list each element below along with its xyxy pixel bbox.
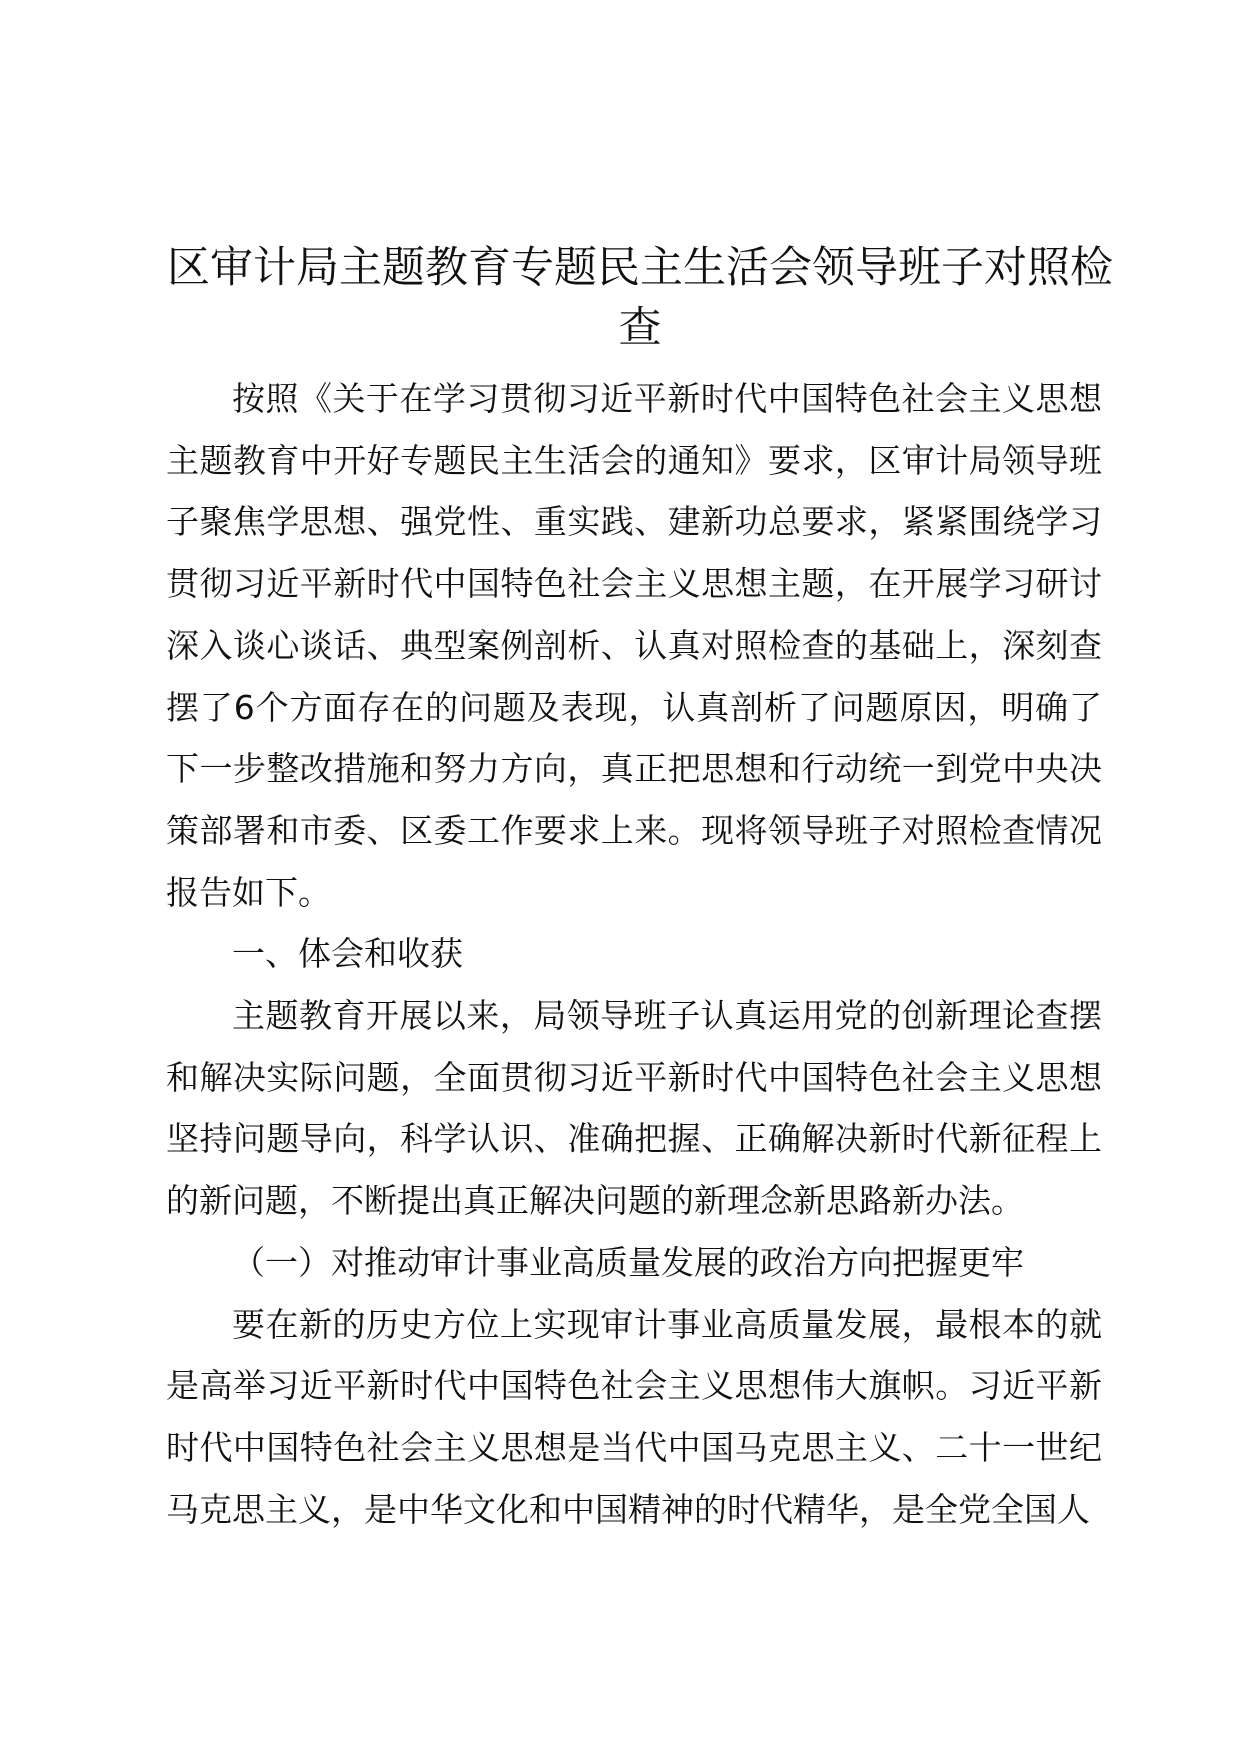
section-heading-1: 一、体会和收获 — [232, 934, 463, 974]
section-1-paragraph: 主题教育开展以来，局领导班子认真运用党的创新理论查摆和解决实际问题，全面贯彻习近平新时代中国特色社会主义思想坚持问题导向，科学认识、准确把握、正确解决新时代新征程上的新问题，不断提出真正解决问题的新理念新思路新办法。 — [166, 996, 1102, 1221]
document-body — [166, 368, 1102, 1540]
document-title: 区审计局主题教育专题民主生活会领导班子对照检查 — [167, 243, 1113, 353]
subsection-1-paragraph: 要在新的历史方位上实现审计事业高质量发展，最根本的就是高举习近平新时代中国特色社会主义思想伟大旗帜。习近平新时代中国特色社会主义思想是当代中国马克思主义、二十一世纪马克思主义，是中华文化和中国精神的时代精华，是全党全国人 — [166, 1304, 1102, 1529]
intro-paragraph: 按照《关于在学习贯彻习近平新时代中国特色社会主义思想主题教育中开好专题民主生活会的通知》要求，区审计局领导班子聚焦学思想、强党性、重实践、建新功总要求，紧紧围绕学习贯彻习近平新时代中国特色社会主义思想主题，在开展学习研讨深入谈心谈话、典型案例剖析、认真对照检查的基础上，深刻查摆了6个方面存在的问题及表现，认真剖析了问题原因，明确了下一步整改措施和努力方向，真正把思想和行动统一到党中央决策部署和市委、区委工作要求上来。现将领导班子对照检查情况报告如下。 — [166, 379, 1102, 912]
subsection-heading-1: （一）对推动审计事业高质量发展的政治方向把握更牢 — [232, 1242, 1024, 1282]
